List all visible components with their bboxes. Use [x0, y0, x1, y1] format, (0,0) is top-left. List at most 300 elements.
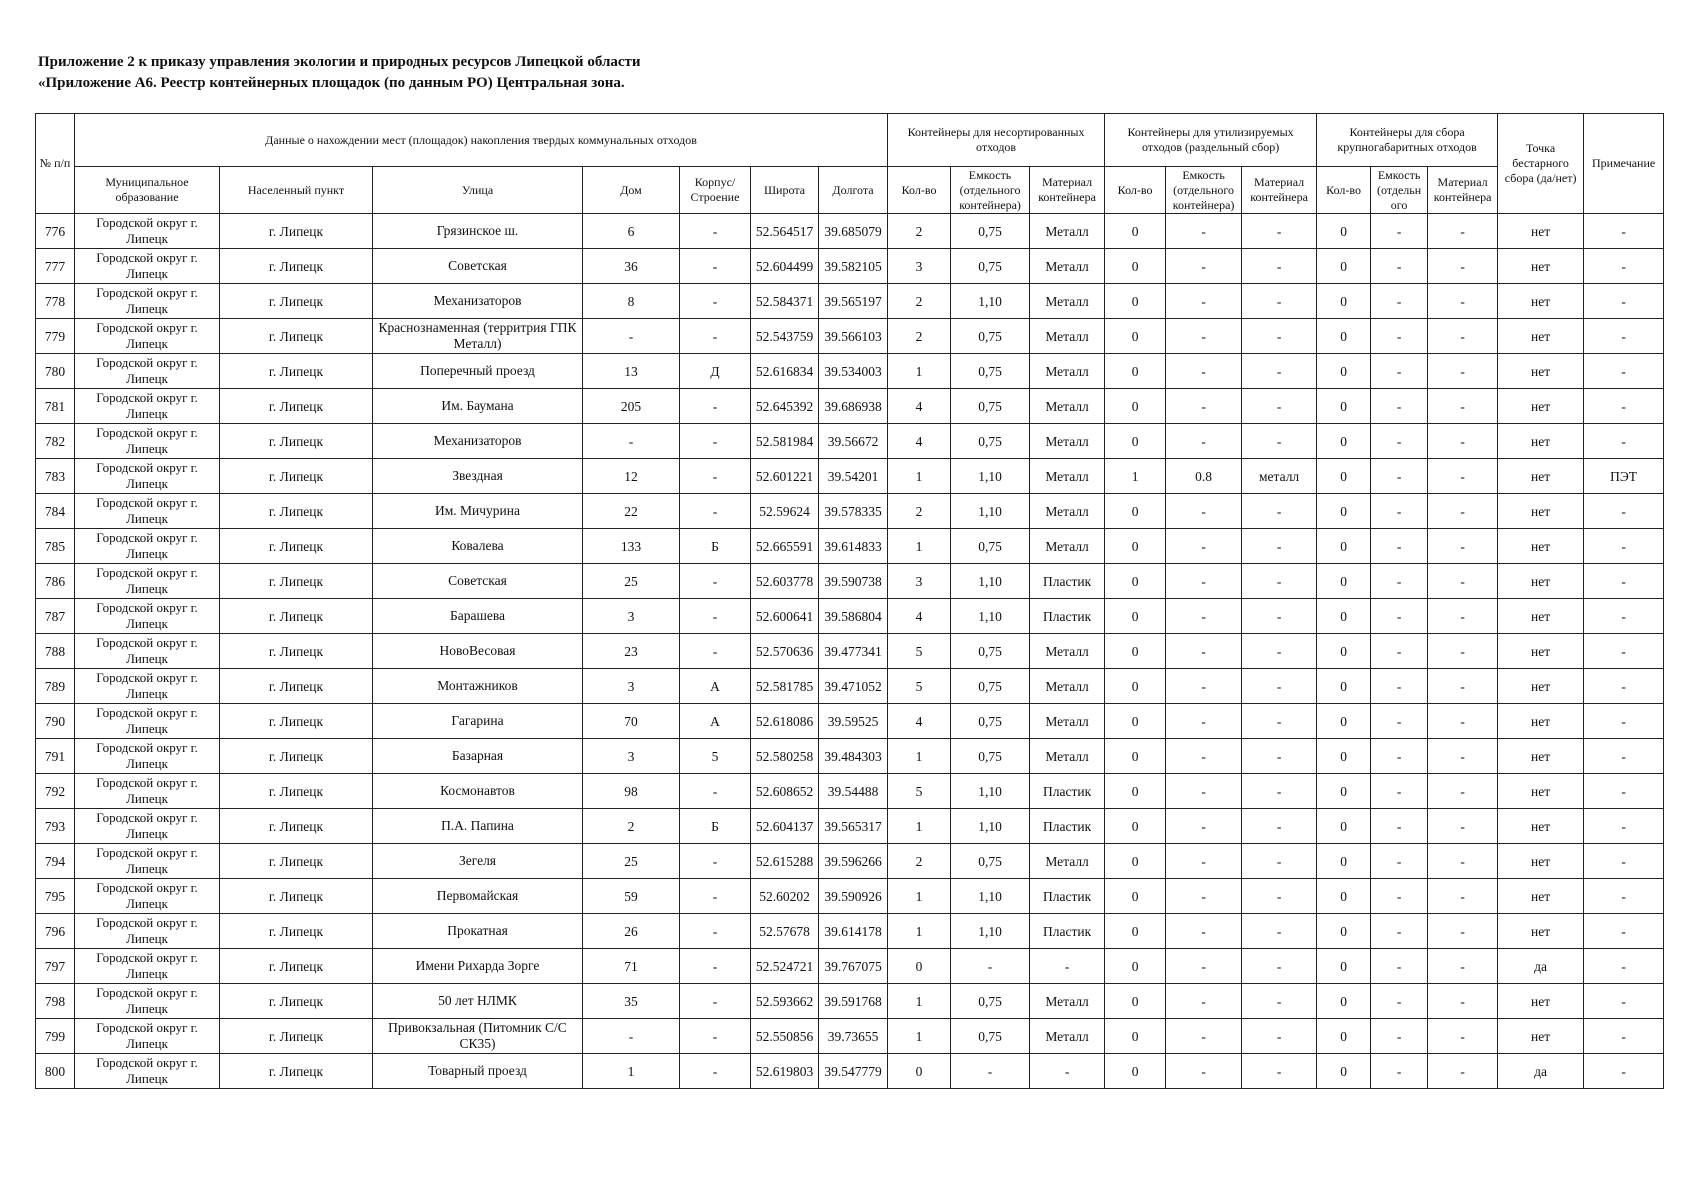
cell-house: 3: [583, 669, 680, 704]
table-row: [36, 529, 1664, 564]
cell-municipality: Городской округ г. Липецк: [75, 634, 220, 669]
table-row: [36, 1019, 1664, 1054]
cell-unsorted-capacity: 0,75: [951, 669, 1030, 704]
cell-note: -: [1584, 879, 1664, 914]
cell-bulky-material: -: [1428, 599, 1498, 634]
table-row: [36, 354, 1664, 389]
cell-latitude: 52.604499: [751, 249, 819, 284]
cell-bulky-count: 0: [1317, 494, 1371, 529]
cell-bulky-capacity: -: [1371, 354, 1428, 389]
cell-municipality: Городской округ г. Липецк: [75, 564, 220, 599]
cell-house: 71: [583, 949, 680, 984]
cell-bulky-count: 0: [1317, 739, 1371, 774]
cell-longitude: 39.54201: [819, 459, 888, 494]
cell-longitude: 39.596266: [819, 844, 888, 879]
cell-recyclable-capacity: -: [1166, 914, 1242, 949]
header-note: Примечание: [1584, 114, 1664, 214]
cell-row-number: 789: [36, 669, 75, 704]
cell-recyclable-count: 0: [1105, 1019, 1166, 1054]
cell-house: 3: [583, 739, 680, 774]
cell-bulky-capacity: -: [1371, 494, 1428, 529]
cell-bulky-material: -: [1428, 389, 1498, 424]
cell-street: Гагарина: [373, 704, 583, 739]
cell-recyclable-material: -: [1242, 494, 1317, 529]
cell-municipality: Городской округ г. Липецк: [75, 354, 220, 389]
cell-settlement: г. Липецк: [220, 809, 373, 844]
cell-unsorted-material: Пластик: [1030, 599, 1105, 634]
cell-bulky-capacity: -: [1371, 949, 1428, 984]
cell-bulky-capacity: -: [1371, 1054, 1428, 1089]
cell-bulky-count: 0: [1317, 249, 1371, 284]
cell-bulky-material: -: [1428, 879, 1498, 914]
cell-municipality: Городской округ г. Липецк: [75, 844, 220, 879]
cell-street: Монтажников: [373, 669, 583, 704]
cell-unsorted-capacity: 0,75: [951, 634, 1030, 669]
cell-latitude: 52.59624: [751, 494, 819, 529]
cell-municipality: Городской округ г. Липецк: [75, 1054, 220, 1089]
header-unsorted-group: Контейнеры для несортированных отходов: [888, 114, 1105, 167]
cell-building: -: [680, 1019, 751, 1054]
cell-row-number: 797: [36, 949, 75, 984]
cell-bulky-capacity: -: [1371, 774, 1428, 809]
cell-bulky-capacity: -: [1371, 564, 1428, 599]
cell-unsorted-count: 1: [888, 459, 951, 494]
cell-note: -: [1584, 1019, 1664, 1054]
cell-recyclable-count: 0: [1105, 914, 1166, 949]
cell-bulky-capacity: -: [1371, 634, 1428, 669]
cell-bulky-count: 0: [1317, 669, 1371, 704]
cell-bulky-count: 0: [1317, 389, 1371, 424]
cell-unsorted-count: 3: [888, 249, 951, 284]
cell-recyclable-count: 0: [1105, 984, 1166, 1019]
cell-recyclable-capacity: -: [1166, 774, 1242, 809]
cell-bulky-material: -: [1428, 1054, 1498, 1089]
cell-municipality: Городской округ г. Липецк: [75, 249, 220, 284]
cell-bagless-point: нет: [1498, 214, 1584, 249]
cell-unsorted-count: 0: [888, 949, 951, 984]
cell-street: Грязинское ш.: [373, 214, 583, 249]
cell-recyclable-count: 1: [1105, 459, 1166, 494]
cell-house: 1: [583, 1054, 680, 1089]
cell-building: -: [680, 1054, 751, 1089]
cell-street: Космонавтов: [373, 774, 583, 809]
table-row: [36, 669, 1664, 704]
cell-bulky-count: 0: [1317, 284, 1371, 319]
cell-bulky-material: -: [1428, 424, 1498, 459]
cell-municipality: Городской округ г. Липецк: [75, 949, 220, 984]
cell-bagless-point: нет: [1498, 774, 1584, 809]
cell-unsorted-material: Металл: [1030, 459, 1105, 494]
cell-row-number: 786: [36, 564, 75, 599]
cell-street: НовоВесовая: [373, 634, 583, 669]
cell-unsorted-material: Металл: [1030, 284, 1105, 319]
cell-unsorted-count: 5: [888, 774, 951, 809]
cell-note: -: [1584, 389, 1664, 424]
cell-settlement: г. Липецк: [220, 284, 373, 319]
cell-latitude: 52.570636: [751, 634, 819, 669]
cell-recyclable-count: 0: [1105, 494, 1166, 529]
cell-row-number: 782: [36, 424, 75, 459]
cell-municipality: Городской округ г. Липецк: [75, 879, 220, 914]
cell-bulky-material: -: [1428, 809, 1498, 844]
cell-bulky-material: -: [1428, 669, 1498, 704]
header-municipality: Муниципальное образование: [75, 167, 220, 214]
cell-latitude: 52.57678: [751, 914, 819, 949]
cell-bulky-capacity: -: [1371, 424, 1428, 459]
document-heading: [38, 52, 1238, 94]
cell-house: 3: [583, 599, 680, 634]
cell-settlement: г. Липецк: [220, 739, 373, 774]
cell-bagless-point: нет: [1498, 669, 1584, 704]
cell-recyclable-material: -: [1242, 529, 1317, 564]
cell-unsorted-material: Металл: [1030, 494, 1105, 529]
cell-bagless-point: нет: [1498, 249, 1584, 284]
cell-settlement: г. Липецк: [220, 599, 373, 634]
cell-bagless-point: нет: [1498, 459, 1584, 494]
cell-recyclable-material: -: [1242, 949, 1317, 984]
cell-bulky-count: 0: [1317, 704, 1371, 739]
cell-row-number: 796: [36, 914, 75, 949]
header-num: № п/п: [36, 114, 75, 214]
cell-unsorted-capacity: 1,10: [951, 564, 1030, 599]
cell-building: -: [680, 389, 751, 424]
cell-building: -: [680, 599, 751, 634]
cell-unsorted-count: 1: [888, 1019, 951, 1054]
cell-note: -: [1584, 214, 1664, 249]
cell-longitude: 39.614178: [819, 914, 888, 949]
table-row: [36, 774, 1664, 809]
cell-note: -: [1584, 249, 1664, 284]
cell-bulky-capacity: -: [1371, 984, 1428, 1019]
cell-longitude: 39.582105: [819, 249, 888, 284]
cell-street: Товарный проезд: [373, 1054, 583, 1089]
cell-unsorted-material: Металл: [1030, 424, 1105, 459]
cell-bulky-capacity: -: [1371, 879, 1428, 914]
cell-municipality: Городской округ г. Липецк: [75, 739, 220, 774]
cell-settlement: г. Липецк: [220, 494, 373, 529]
cell-recyclable-material: -: [1242, 809, 1317, 844]
cell-latitude: 52.618086: [751, 704, 819, 739]
cell-bulky-capacity: -: [1371, 739, 1428, 774]
cell-bagless-point: нет: [1498, 284, 1584, 319]
cell-recyclable-capacity: -: [1166, 844, 1242, 879]
cell-unsorted-material: Металл: [1030, 249, 1105, 284]
cell-recyclable-count: 0: [1105, 739, 1166, 774]
table-row: [36, 459, 1664, 494]
cell-building: -: [680, 249, 751, 284]
cell-recyclable-capacity: -: [1166, 949, 1242, 984]
cell-unsorted-count: 1: [888, 809, 951, 844]
cell-municipality: Городской округ г. Липецк: [75, 809, 220, 844]
table-row: [36, 214, 1664, 249]
cell-recyclable-count: 0: [1105, 844, 1166, 879]
cell-house: 12: [583, 459, 680, 494]
cell-house: 205: [583, 389, 680, 424]
cell-building: А: [680, 669, 751, 704]
cell-building: -: [680, 564, 751, 599]
cell-unsorted-count: 4: [888, 389, 951, 424]
cell-note: -: [1584, 319, 1664, 354]
cell-bulky-count: 0: [1317, 984, 1371, 1019]
cell-row-number: 779: [36, 319, 75, 354]
cell-bulky-capacity: -: [1371, 704, 1428, 739]
cell-unsorted-capacity: 0,75: [951, 704, 1030, 739]
cell-street: Им. Мичурина: [373, 494, 583, 529]
cell-longitude: 39.59525: [819, 704, 888, 739]
cell-note: -: [1584, 634, 1664, 669]
cell-longitude: 39.685079: [819, 214, 888, 249]
header-settlement: Населенный пункт: [220, 167, 373, 214]
cell-bulky-count: 0: [1317, 1019, 1371, 1054]
cell-municipality: Городской округ г. Липецк: [75, 704, 220, 739]
cell-unsorted-material: Металл: [1030, 634, 1105, 669]
cell-street: Первомайская: [373, 879, 583, 914]
cell-unsorted-material: Пластик: [1030, 809, 1105, 844]
cell-note: -: [1584, 564, 1664, 599]
cell-settlement: г. Липецк: [220, 354, 373, 389]
cell-settlement: г. Липецк: [220, 249, 373, 284]
cell-bagless-point: да: [1498, 1054, 1584, 1089]
cell-bulky-material: -: [1428, 564, 1498, 599]
cell-settlement: г. Липецк: [220, 424, 373, 459]
cell-recyclable-capacity: -: [1166, 319, 1242, 354]
cell-municipality: Городской округ г. Липецк: [75, 529, 220, 564]
cell-latitude: 52.600641: [751, 599, 819, 634]
cell-bulky-capacity: -: [1371, 214, 1428, 249]
header-recyclable-material: Материал контейнера: [1242, 167, 1317, 214]
cell-row-number: 776: [36, 214, 75, 249]
cell-recyclable-count: 0: [1105, 424, 1166, 459]
cell-unsorted-count: 3: [888, 564, 951, 599]
cell-longitude: 39.547779: [819, 1054, 888, 1089]
cell-unsorted-count: 1: [888, 984, 951, 1019]
cell-bulky-count: 0: [1317, 914, 1371, 949]
cell-longitude: 39.471052: [819, 669, 888, 704]
cell-settlement: г. Липецк: [220, 564, 373, 599]
cell-recyclable-count: 0: [1105, 634, 1166, 669]
cell-unsorted-capacity: 1,10: [951, 879, 1030, 914]
cell-longitude: 39.56672: [819, 424, 888, 459]
cell-bagless-point: нет: [1498, 1019, 1584, 1054]
cell-municipality: Городской округ г. Липецк: [75, 599, 220, 634]
cell-note: ПЭТ: [1584, 459, 1664, 494]
cell-latitude: 52.593662: [751, 984, 819, 1019]
cell-bulky-count: 0: [1317, 774, 1371, 809]
cell-building: -: [680, 949, 751, 984]
header-unsorted-capacity: Емкость (отдельного контейнера): [951, 167, 1030, 214]
cell-unsorted-material: Металл: [1030, 214, 1105, 249]
cell-building: 5: [680, 739, 751, 774]
cell-municipality: Городской округ г. Липецк: [75, 984, 220, 1019]
cell-row-number: 791: [36, 739, 75, 774]
cell-unsorted-count: 2: [888, 319, 951, 354]
cell-latitude: 52.604137: [751, 809, 819, 844]
cell-unsorted-material: Металл: [1030, 704, 1105, 739]
table-row: [36, 949, 1664, 984]
cell-building: -: [680, 984, 751, 1019]
cell-building: Б: [680, 809, 751, 844]
cell-note: -: [1584, 529, 1664, 564]
cell-latitude: 52.616834: [751, 354, 819, 389]
cell-recyclable-count: 0: [1105, 879, 1166, 914]
cell-recyclable-count: 0: [1105, 319, 1166, 354]
header-bagless: Точка бестарного сбора (да/нет): [1498, 114, 1584, 214]
table-body: [36, 214, 1664, 1089]
cell-recyclable-count: 0: [1105, 389, 1166, 424]
table-row: [36, 424, 1664, 459]
cell-unsorted-capacity: 1,10: [951, 914, 1030, 949]
cell-settlement: г. Липецк: [220, 844, 373, 879]
cell-bulky-material: -: [1428, 984, 1498, 1019]
cell-unsorted-material: Пластик: [1030, 564, 1105, 599]
cell-municipality: Городской округ г. Липецк: [75, 214, 220, 249]
cell-recyclable-count: 0: [1105, 774, 1166, 809]
cell-longitude: 39.590738: [819, 564, 888, 599]
cell-note: -: [1584, 599, 1664, 634]
cell-bulky-count: 0: [1317, 844, 1371, 879]
cell-building: -: [680, 634, 751, 669]
cell-house: -: [583, 319, 680, 354]
container-sites-table: [35, 113, 1664, 1089]
cell-house: 26: [583, 914, 680, 949]
cell-recyclable-count: 0: [1105, 599, 1166, 634]
cell-unsorted-capacity: 1,10: [951, 494, 1030, 529]
cell-unsorted-count: 1: [888, 879, 951, 914]
cell-settlement: г. Липецк: [220, 984, 373, 1019]
cell-bulky-material: -: [1428, 354, 1498, 389]
table-row: [36, 494, 1664, 529]
cell-row-number: 788: [36, 634, 75, 669]
cell-recyclable-capacity: -: [1166, 669, 1242, 704]
cell-bagless-point: нет: [1498, 319, 1584, 354]
cell-note: -: [1584, 284, 1664, 319]
cell-bulky-count: 0: [1317, 424, 1371, 459]
cell-bagless-point: нет: [1498, 879, 1584, 914]
header-bulky-capacity: Емкость (отдельн ого: [1371, 167, 1428, 214]
cell-house: 98: [583, 774, 680, 809]
cell-row-number: 780: [36, 354, 75, 389]
cell-bulky-capacity: -: [1371, 1019, 1428, 1054]
cell-row-number: 790: [36, 704, 75, 739]
cell-bagless-point: нет: [1498, 564, 1584, 599]
cell-recyclable-material: -: [1242, 984, 1317, 1019]
cell-row-number: 795: [36, 879, 75, 914]
cell-latitude: 52.60202: [751, 879, 819, 914]
cell-latitude: 52.564517: [751, 214, 819, 249]
cell-settlement: г. Липецк: [220, 459, 373, 494]
cell-unsorted-capacity: 0,75: [951, 739, 1030, 774]
cell-latitude: 52.608652: [751, 774, 819, 809]
cell-recyclable-capacity: -: [1166, 284, 1242, 319]
cell-unsorted-capacity: 1,10: [951, 459, 1030, 494]
cell-unsorted-capacity: 1,10: [951, 774, 1030, 809]
cell-note: -: [1584, 354, 1664, 389]
cell-unsorted-capacity: 0,75: [951, 844, 1030, 879]
cell-recyclable-material: -: [1242, 739, 1317, 774]
table-row: [36, 564, 1664, 599]
cell-note: -: [1584, 424, 1664, 459]
cell-bulky-material: -: [1428, 284, 1498, 319]
cell-unsorted-capacity: 0,75: [951, 319, 1030, 354]
cell-house: 59: [583, 879, 680, 914]
cell-bagless-point: нет: [1498, 914, 1584, 949]
header-lat: Широта: [751, 167, 819, 214]
cell-row-number: 785: [36, 529, 75, 564]
cell-row-number: 784: [36, 494, 75, 529]
cell-recyclable-capacity: -: [1166, 739, 1242, 774]
cell-bagless-point: да: [1498, 949, 1584, 984]
cell-recyclable-count: 0: [1105, 214, 1166, 249]
cell-recyclable-capacity: 0.8: [1166, 459, 1242, 494]
cell-bulky-material: -: [1428, 529, 1498, 564]
cell-row-number: 787: [36, 599, 75, 634]
cell-latitude: 52.581785: [751, 669, 819, 704]
cell-bulky-capacity: -: [1371, 459, 1428, 494]
cell-street: Механизаторов: [373, 284, 583, 319]
cell-bagless-point: нет: [1498, 704, 1584, 739]
cell-bulky-count: 0: [1317, 634, 1371, 669]
cell-building: -: [680, 319, 751, 354]
cell-bulky-material: -: [1428, 739, 1498, 774]
cell-building: -: [680, 424, 751, 459]
cell-recyclable-capacity: -: [1166, 1019, 1242, 1054]
cell-recyclable-count: 0: [1105, 354, 1166, 389]
cell-bulky-count: 0: [1317, 879, 1371, 914]
cell-bulky-material: -: [1428, 844, 1498, 879]
cell-recyclable-count: 0: [1105, 704, 1166, 739]
cell-house: 36: [583, 249, 680, 284]
cell-bagless-point: нет: [1498, 599, 1584, 634]
cell-longitude: 39.566103: [819, 319, 888, 354]
cell-bulky-count: 0: [1317, 1054, 1371, 1089]
cell-bulky-count: 0: [1317, 949, 1371, 984]
cell-unsorted-material: Металл: [1030, 984, 1105, 1019]
cell-recyclable-material: -: [1242, 249, 1317, 284]
cell-bulky-count: 0: [1317, 459, 1371, 494]
cell-recyclable-capacity: -: [1166, 494, 1242, 529]
cell-recyclable-capacity: -: [1166, 984, 1242, 1019]
cell-row-number: 778: [36, 284, 75, 319]
cell-building: -: [680, 914, 751, 949]
table-row: [36, 634, 1664, 669]
cell-latitude: 52.584371: [751, 284, 819, 319]
cell-building: -: [680, 284, 751, 319]
cell-recyclable-material: -: [1242, 599, 1317, 634]
cell-recyclable-material: -: [1242, 214, 1317, 249]
cell-latitude: 52.665591: [751, 529, 819, 564]
cell-unsorted-material: Металл: [1030, 739, 1105, 774]
cell-bulky-material: -: [1428, 704, 1498, 739]
cell-note: -: [1584, 844, 1664, 879]
cell-municipality: Городской округ г. Липецк: [75, 669, 220, 704]
cell-recyclable-material: -: [1242, 354, 1317, 389]
header-lon: Долгота: [819, 167, 888, 214]
cell-bulky-capacity: -: [1371, 319, 1428, 354]
cell-house: 70: [583, 704, 680, 739]
table-row: [36, 599, 1664, 634]
cell-bulky-capacity: -: [1371, 809, 1428, 844]
cell-bagless-point: нет: [1498, 389, 1584, 424]
cell-row-number: 798: [36, 984, 75, 1019]
cell-building: Б: [680, 529, 751, 564]
cell-bulky-material: -: [1428, 214, 1498, 249]
cell-street: Механизаторов: [373, 424, 583, 459]
cell-unsorted-count: 2: [888, 214, 951, 249]
cell-unsorted-count: 2: [888, 284, 951, 319]
cell-municipality: Городской округ г. Липецк: [75, 914, 220, 949]
cell-recyclable-capacity: -: [1166, 564, 1242, 599]
cell-recyclable-capacity: -: [1166, 389, 1242, 424]
